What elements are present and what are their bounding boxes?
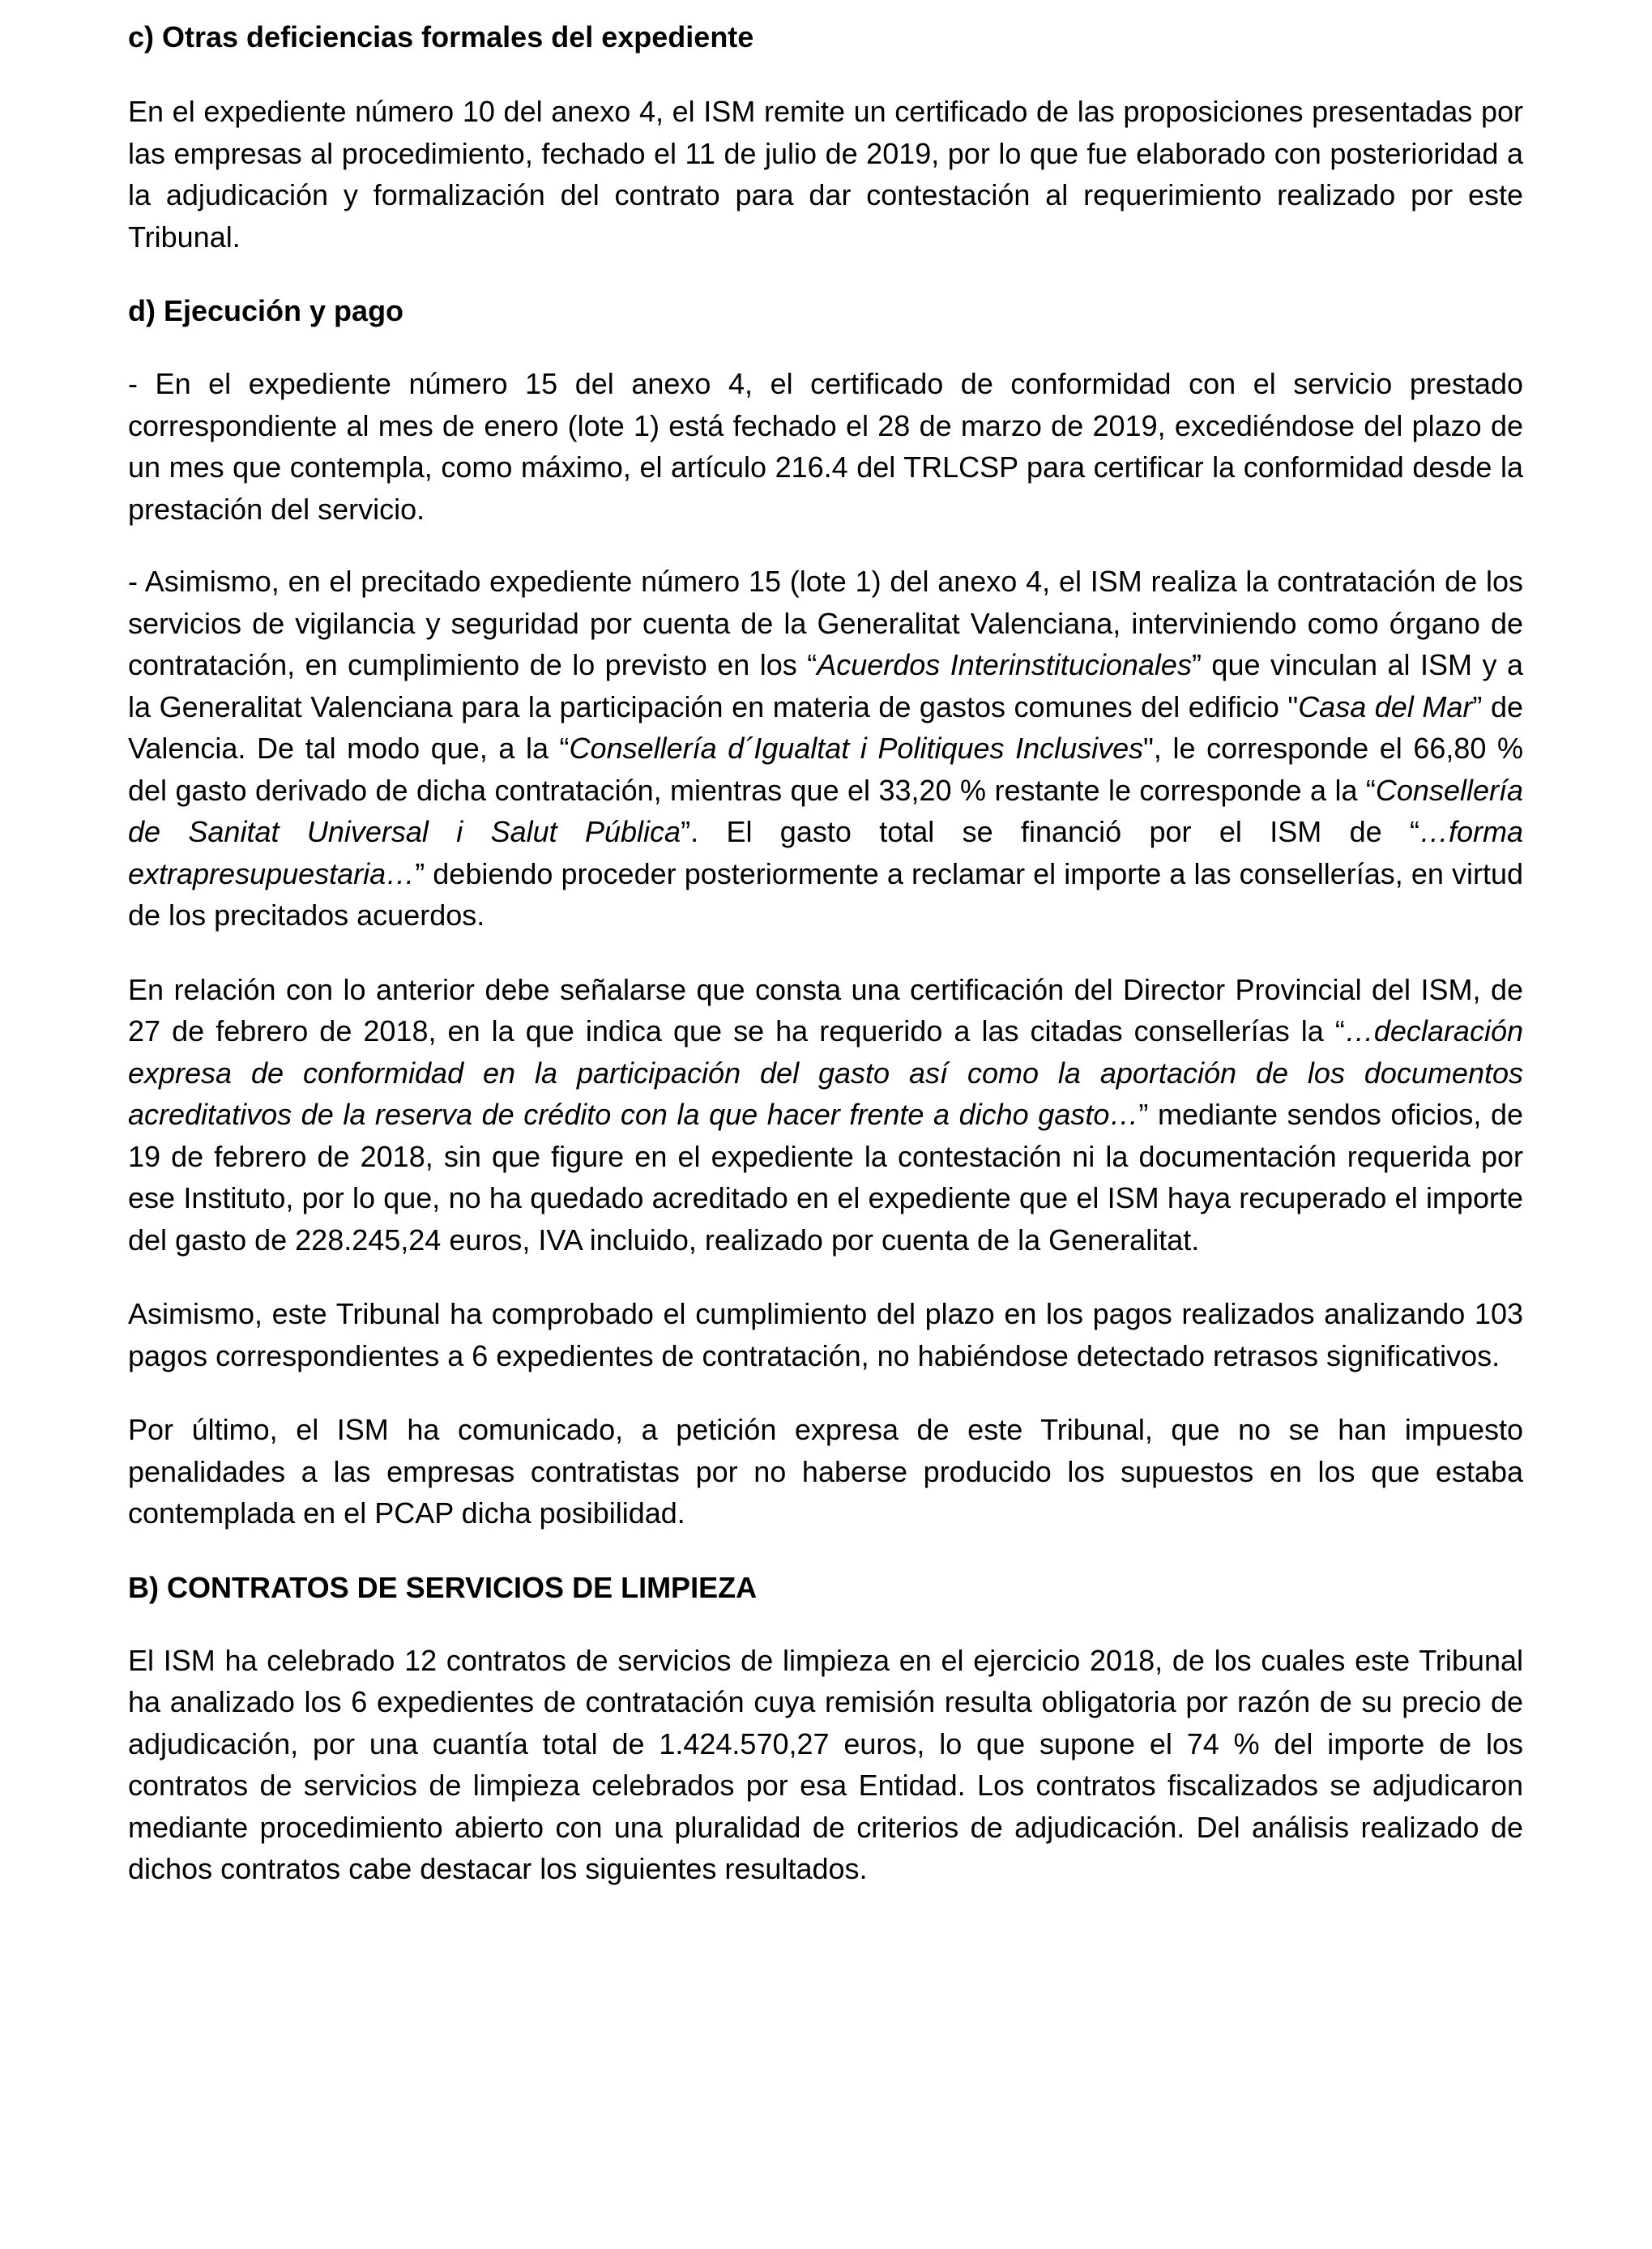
quoted-conselleria-sanitat: Consellería de Sanitat Universal i Salut Pública xyxy=(128,773,1523,848)
section-d-paragraph-2 xyxy=(128,561,1523,937)
text-run: ”. El gasto total se financió por el ISM de “ xyxy=(681,815,1419,848)
section-d-paragraph-5: Por último, el ISM ha comunicado, a petición expresa de este Tribunal, que no se han impuesto penalidades a las empresas contratistas por no haberse producido los supuestos en los que estaba contemplada en el PCAP dicha posibilidad. xyxy=(128,1413,1523,1530)
quoted-building-name: Casa del Mar xyxy=(1298,689,1473,723)
text-run: ” debiendo proceder posteriormente a reclamar el importe a las consellerías, en virtud de los precitados acuerdos. xyxy=(128,856,1523,932)
quoted-declaration: …declaración expresa de conformidad en la participación del gasto así como la aportación de los documentos acreditativos de la reserva de crédito con la que hacer frente a dicho gasto… xyxy=(128,1014,1523,1131)
quoted-financing-form: …forma extrapresupuestaria… xyxy=(128,815,1523,890)
text-run: ” de Valencia. De tal modo que, a la “ xyxy=(128,689,1523,765)
section-d-heading: d) Ejecución y pago xyxy=(128,294,404,327)
quoted-conselleria-igualtat: Consellería d´Igualtat i Politiques Inclusives xyxy=(569,732,1144,765)
text-run: En relación con lo anterior debe señalarse que consta una certificación del Director Provincial del ISM, de 27 de febrero de 2018, en la que indica que se ha requerido a las citadas consellerías la “ xyxy=(128,972,1523,1048)
text-run: ", le corresponde el 66,80 % del gasto derivado de dicha contratación, mientras que el 33,20 % restante le corresponde a la “ xyxy=(128,732,1523,807)
section-d-paragraph-3 xyxy=(128,969,1523,1261)
text-run: ” que vinculan al ISM y a la Generalitat Valenciana para la participación en materia de gastos comunes del edificio " xyxy=(128,648,1523,723)
text-run: - Asimismo, en el precitado expediente número 15 (lote 1) del anexo 4, el ISM realiza la contratación de los servicios de vigilancia y seguridad por cuenta de la Generalitat Valenciana, interviniendo como órgano de contratación, en cumplimiento de lo previsto en los “ xyxy=(128,565,1523,681)
section-b-heading: B) CONTRATOS DE SERVICIOS DE LIMPIEZA xyxy=(128,1570,758,1604)
quoted-agreements: Acuerdos Interinstitucionales xyxy=(817,648,1192,681)
section-b-paragraph-1: El ISM ha celebrado 12 contratos de servicios de limpieza en el ejercicio 2018, de los cuales este Tribunal ha analizado los 6 expedientes de contratación cuya remisión resulta obligatoria por razón de su precio de adjudicación, por una cuantía total de 1.424.570,27 euros, lo que supone el 74 % del importe de los contratos de servicios de limpieza celebrados por esa Entidad. Los contratos fiscalizados se adjudicaron mediante procedimiento abierto con una pluralidad de criterios de adjudicación. Del análisis realizado de dichos contratos cabe destacar los siguientes resultados. xyxy=(128,1643,1523,1885)
section-d-paragraph-1: - En el expediente número 15 del anexo 4, el certificado de conformidad con el servicio prestado correspondiente al mes de enero (lote 1) está fechado el 28 de marzo de 2019, excediéndose del plazo de un mes que contempla, como máximo, el artículo 216.4 del TRLCSP para certificar la conformidad desde la prestación del servicio. xyxy=(128,367,1523,526)
text-run: ” mediante sendos oficios, de 19 de febrero de 2018, sin que figure en el expediente la contestación ni la documentación requerida por ese Instituto, por lo que, no ha quedado acreditado en el expediente que el ISM haya recuperado el importe del gasto de 228.245,24 euros, IVA incluido, realizado por cuenta de la Generalitat. xyxy=(128,1098,1523,1257)
section-d-paragraph-4: Asimismo, este Tribunal ha comprobado el cumplimiento del plazo en los pagos realizados analizando 103 pagos correspondientes a 6 expedientes de contratación, no habiéndose detectado retrasos significativos. xyxy=(128,1297,1523,1372)
section-c-paragraph-1: En el expediente número 10 del anexo 4, el ISM remite un certificado de las proposiciones presentadas por las empresas al procedimiento, fechado el 11 de julio de 2019, por lo que fue elaborado con posterioridad a la adjudicación y formalización del contrato para dar contestación al requerimiento realizado por este Tribunal. xyxy=(128,95,1523,254)
section-c-heading: c) Otras deficiencias formales del expediente xyxy=(128,20,754,53)
document-page xyxy=(128,16,1523,1890)
